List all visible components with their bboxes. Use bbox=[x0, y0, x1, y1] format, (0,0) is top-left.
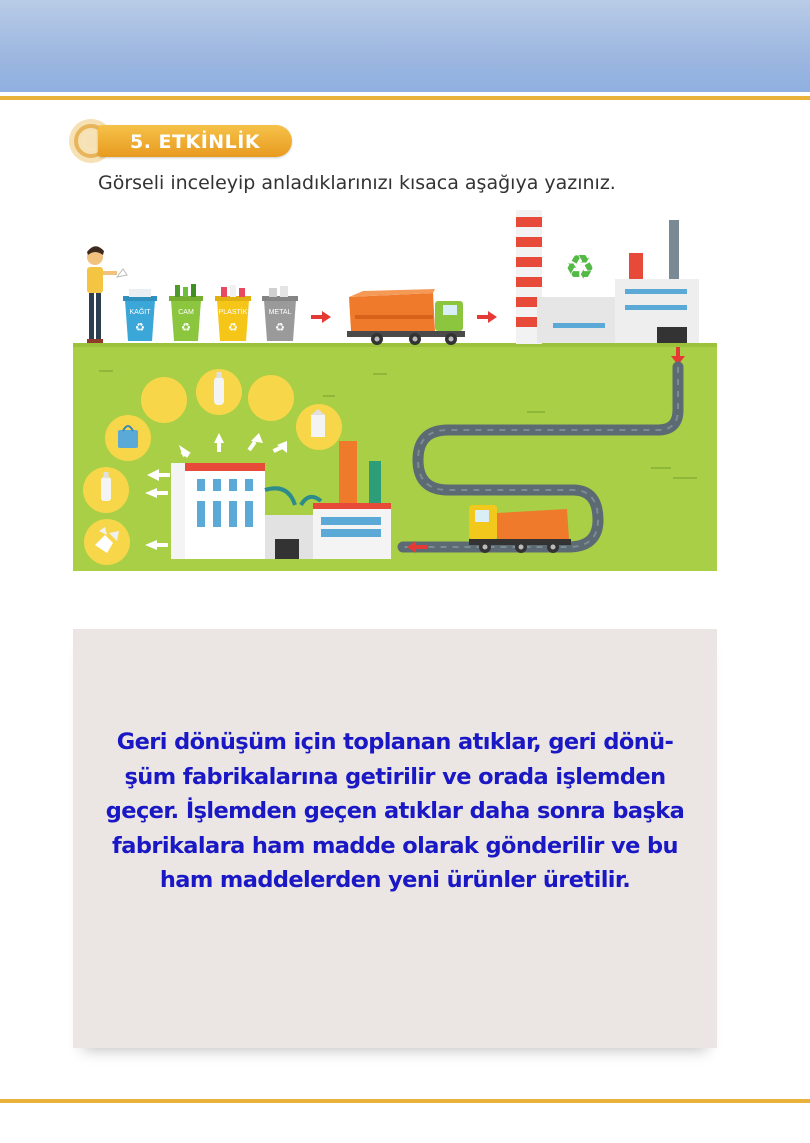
person-icon bbox=[87, 246, 127, 343]
answer-line: geçer. İşlemden geçen atıklar daha sonra başka bbox=[105, 798, 685, 824]
bin-label-plastik: PLASTİK bbox=[218, 309, 248, 316]
answer-line: Geri dönüşüm için toplanan atıklar, geri dönü- bbox=[116, 729, 674, 755]
svg-text:♻: ♻ bbox=[135, 321, 145, 334]
bin-metal-icon bbox=[262, 286, 298, 341]
bin-label-metal: METAL bbox=[268, 309, 292, 316]
arrow-right-icon bbox=[477, 311, 497, 323]
bin-plastik-icon bbox=[215, 285, 251, 341]
answer-box bbox=[73, 629, 717, 1048]
footer-rule bbox=[0, 1099, 810, 1103]
bin-cam-icon bbox=[169, 284, 203, 341]
bin-kagit-icon bbox=[123, 289, 157, 341]
recycling-process-illustration bbox=[73, 205, 717, 571]
garbage-truck-icon bbox=[347, 289, 465, 345]
dump-truck-icon bbox=[469, 505, 571, 553]
header-band bbox=[0, 0, 810, 92]
bin-label-cam: CAM bbox=[178, 309, 194, 316]
answer-line: fabrikalara ham madde olarak gönderilir ve bu bbox=[112, 832, 678, 859]
recycle-symbol-icon: ♻ bbox=[564, 248, 596, 288]
arrow-right-icon bbox=[311, 311, 331, 323]
header-rule bbox=[0, 92, 810, 102]
svg-text:♻: ♻ bbox=[275, 321, 285, 334]
answer-text bbox=[73, 725, 717, 898]
svg-text:♻: ♻ bbox=[228, 321, 238, 334]
ground bbox=[73, 343, 717, 571]
svg-text:♻: ♻ bbox=[181, 321, 191, 334]
ground-stripe bbox=[73, 343, 717, 347]
bin-label-kagit: KAĞIT bbox=[129, 309, 151, 316]
recycling-factory-icon bbox=[516, 210, 699, 344]
answer-line: şüm fabrikalarına getirilir ve orada işlemden bbox=[124, 763, 666, 790]
answer-line: ham maddelerden yeni ürünler üretilir. bbox=[159, 867, 631, 893]
activity-label: 5. ETKİNLİK bbox=[130, 131, 261, 153]
carton-icon bbox=[311, 409, 325, 437]
instruction-text: Görseli inceleyip anladıklarınızı kısaca aşağıya yazınız. bbox=[98, 172, 616, 194]
